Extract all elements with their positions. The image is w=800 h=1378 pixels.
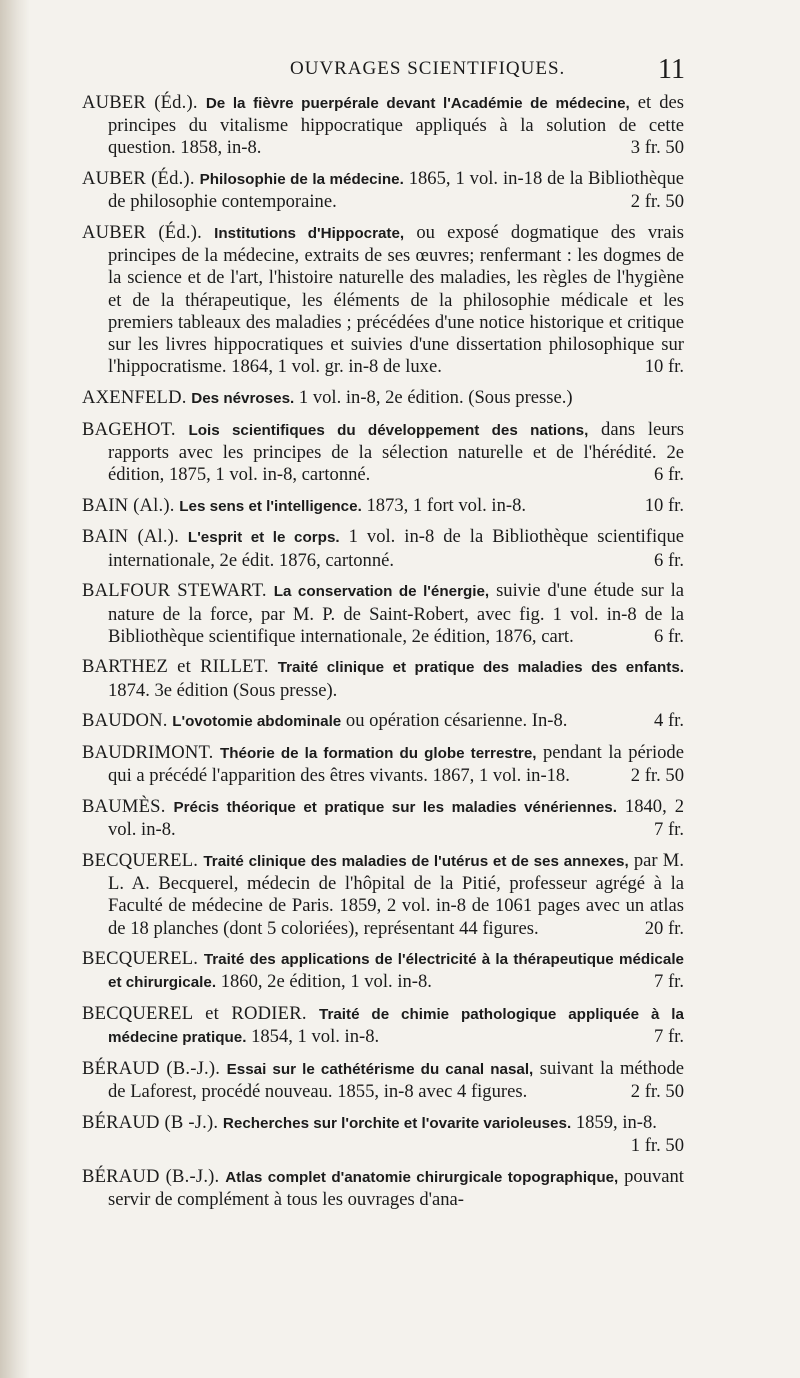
entry-description: 1854, 1 vol. in-8. [246, 1026, 380, 1048]
entry-description: ou opération césarienne. In-8. [341, 710, 568, 732]
entry-title: Théorie de la formation du globe terrestre, [219, 745, 537, 763]
bibliography-entry [82, 656, 684, 701]
entry-description: 1 vol. in-8, 2e édition. (Sous presse.) [294, 386, 573, 408]
entry-author: BÉRAUD (B.-J.). [82, 1058, 221, 1080]
entry-title: Essai sur le cathétérisme du canal nasal, [226, 1061, 534, 1079]
bibliography-entry [82, 1112, 684, 1157]
entry-price: 7 fr. [654, 971, 684, 993]
entry-price: 1 fr. 50 [630, 1135, 684, 1157]
entry-author: BARTHEZ et RILLET. [82, 656, 269, 678]
entry-description: pouvant servir de complément à tous les ouvrages d'ana- [108, 1165, 684, 1211]
bibliography-entry [82, 850, 684, 940]
bibliography-entry [82, 92, 684, 160]
entry-price: 2 fr. 50 [630, 191, 684, 213]
page-gutter-shadow [0, 0, 30, 1378]
entry-price: 6 fr. [654, 549, 684, 571]
bibliography-entry [82, 580, 684, 648]
entry-description: 1859, in-8. [571, 1111, 657, 1133]
running-title: OUVRAGES SCIENTIFIQUES. [290, 58, 566, 79]
entry-description: ou exposé dogmatique des vrais principes de la médecine, extraits de ses œuvres; renfermant : les dogmes de la science et de l'art, l'histoire naturelle des maladies, les règles de l'hygiène et de la thérapeutique, les éléments de la philosophie médicale et les premiers tableaux des maladies ; précédées d'une notice historique et critique sur les livres hippocratiques et suivies d'une dissertation philosophique sur l'hippocratisme. 1864, 1 vol. gr. in-8 de luxe. [108, 222, 684, 378]
entry-author: BAUDON. [82, 710, 168, 732]
entry-description: 1865, 1 vol. in-18 de la Bibliothèque de philosophie contemporaine. [108, 168, 684, 213]
bibliography-entry [82, 387, 684, 410]
entry-author: BAIN (Al.). [82, 526, 179, 548]
entry-title: Lois scientifiques du développement des nations, [188, 421, 589, 439]
bibliography-entry [82, 710, 684, 733]
entry-title: Traité des applications de l'électricité à la thérapeutique médicale et chirurgicale. [108, 951, 684, 992]
entry-author: BECQUEREL. [82, 849, 199, 871]
bibliography-entry [82, 1166, 684, 1211]
entry-title: Traité clinique et pratique des maladies des enfants. [277, 659, 684, 677]
entry-description: 1840, 2 vol. in-8. [108, 795, 684, 841]
entry-author: AUBER (Éd.). [82, 222, 202, 244]
entry-description: 1873, 1 fort vol. in-8. [361, 494, 527, 516]
entry-author: BÉRAUD (B.-J.). [82, 1165, 220, 1187]
bibliography-entry [82, 168, 684, 213]
entry-title: Traité clinique des maladies de l'utérus et de ses annexes, [203, 852, 629, 870]
entry-title: Recherches sur l'orchite et l'ovarite varioleuses. [222, 1114, 572, 1132]
entry-author: BAUMÈS. [82, 795, 166, 817]
entry-author: BÉRAUD (B -J.). [82, 1111, 219, 1133]
bibliography-entry [82, 796, 684, 841]
entry-title: L'ovotomie abdominale [172, 713, 342, 731]
entry-author: AUBER (Éd.). [82, 168, 195, 190]
entry-price: 7 fr. [654, 1026, 684, 1048]
entry-description: dans leurs rapports avec les principes de la sélection naturelle et de l'hérédité. 2e édition, 1875, 1 vol. in-8, cartonné. [108, 418, 684, 486]
bibliography-entry [82, 1003, 684, 1049]
page-number: 11 [658, 54, 685, 85]
entry-price: 3 fr. 50 [630, 137, 684, 159]
entry-description: 1860, 2e édition, 1 vol. in-8. [216, 971, 432, 993]
entry-title: La conservation de l'énergie, [273, 583, 490, 601]
entry-price: 20 fr. [644, 917, 684, 939]
bibliography-entry [82, 526, 684, 571]
entry-author: BAUDRIMONT. [82, 742, 214, 764]
entry-description: par M. L. A. Becquerel, médecin de l'hôpital de la Pitié, professeur agrégé à la Faculté de médecine de Paris. 1859, 2 vol. in-8 de 1061 pages avec un atlas de 18 planches (dont 5 coloriées), représentant 44 figures. [108, 849, 684, 939]
entry-description: pendant la période qui a précédé l'apparition des êtres vivants. 1867, 1 vol. in-18. [108, 742, 684, 787]
entry-author: BECQUEREL et RODIER. [82, 1003, 307, 1025]
entry-price: 2 fr. 50 [630, 765, 684, 787]
entry-price: 2 fr. 50 [630, 1081, 684, 1103]
bibliography-entry [82, 948, 684, 994]
entry-price: 6 fr. [654, 464, 684, 486]
entry-price: 7 fr. [654, 819, 684, 841]
entry-price: 10 fr. [644, 494, 684, 516]
entry-description: suivant la méthode de Laforest, procédé nouveau. 1855, in-8 avec 4 figures. [108, 1058, 684, 1103]
entry-author: AUBER (Éd.). [82, 92, 198, 113]
entry-title: Traité de chimie pathologique appliquée à la médecine pratique. [108, 1006, 684, 1047]
entry-title: Institutions d'Hippocrate, [214, 225, 405, 243]
entry-author: BALFOUR STEWART. [82, 580, 267, 602]
entry-title: L'esprit et le corps. [187, 529, 340, 547]
entry-title: De la fièvre puerpérale devant l'Académie de médecine, [205, 95, 630, 112]
entry-author: BAGEHOT. [82, 418, 176, 440]
entry-title: Précis théorique et pratique sur les maladies vénériennes. [173, 798, 617, 816]
entry-description: 1874. 3e édition (Sous presse). [108, 679, 338, 701]
bibliography-entry [82, 222, 684, 378]
bibliography-entry [82, 495, 684, 518]
bibliography-entry [82, 1058, 684, 1103]
entry-author: AXENFELD. [82, 386, 187, 408]
bibliography-list [82, 92, 684, 1220]
entry-description: et des principes du vitalisme hippocratique appliqués à la solution de cette question. 1858, in-8. [108, 92, 684, 159]
entry-title: Des névroses. [191, 389, 295, 407]
entry-title: Les sens et l'intelligence. [179, 497, 362, 515]
bibliography-entry [82, 419, 684, 487]
entry-author: BECQUEREL. [82, 948, 199, 970]
bibliography-entry [82, 742, 684, 787]
page-header [0, 54, 800, 92]
entry-price: 4 fr. [654, 710, 684, 732]
entry-price: 6 fr. [654, 625, 684, 647]
entry-title: Atlas complet d'anatomie chirurgicale topographique, [225, 1168, 619, 1186]
entry-description: 1 vol. in-8 de la Bibliothèque scientifique internationale, 2e édit. 1876, cartonné. [108, 526, 685, 571]
entry-title: Philosophie de la médecine. [199, 171, 404, 189]
entry-price: 10 fr. [644, 356, 684, 378]
entry-author: BAIN (Al.). [82, 494, 175, 516]
entry-description: suivie d'une étude sur la nature de la force, par M. P. de Saint-Robert, avec fig. 1 vol. in-8 de la Bibliothèque scientifique internationale, 2e édition, 1876, cart. [108, 580, 684, 647]
